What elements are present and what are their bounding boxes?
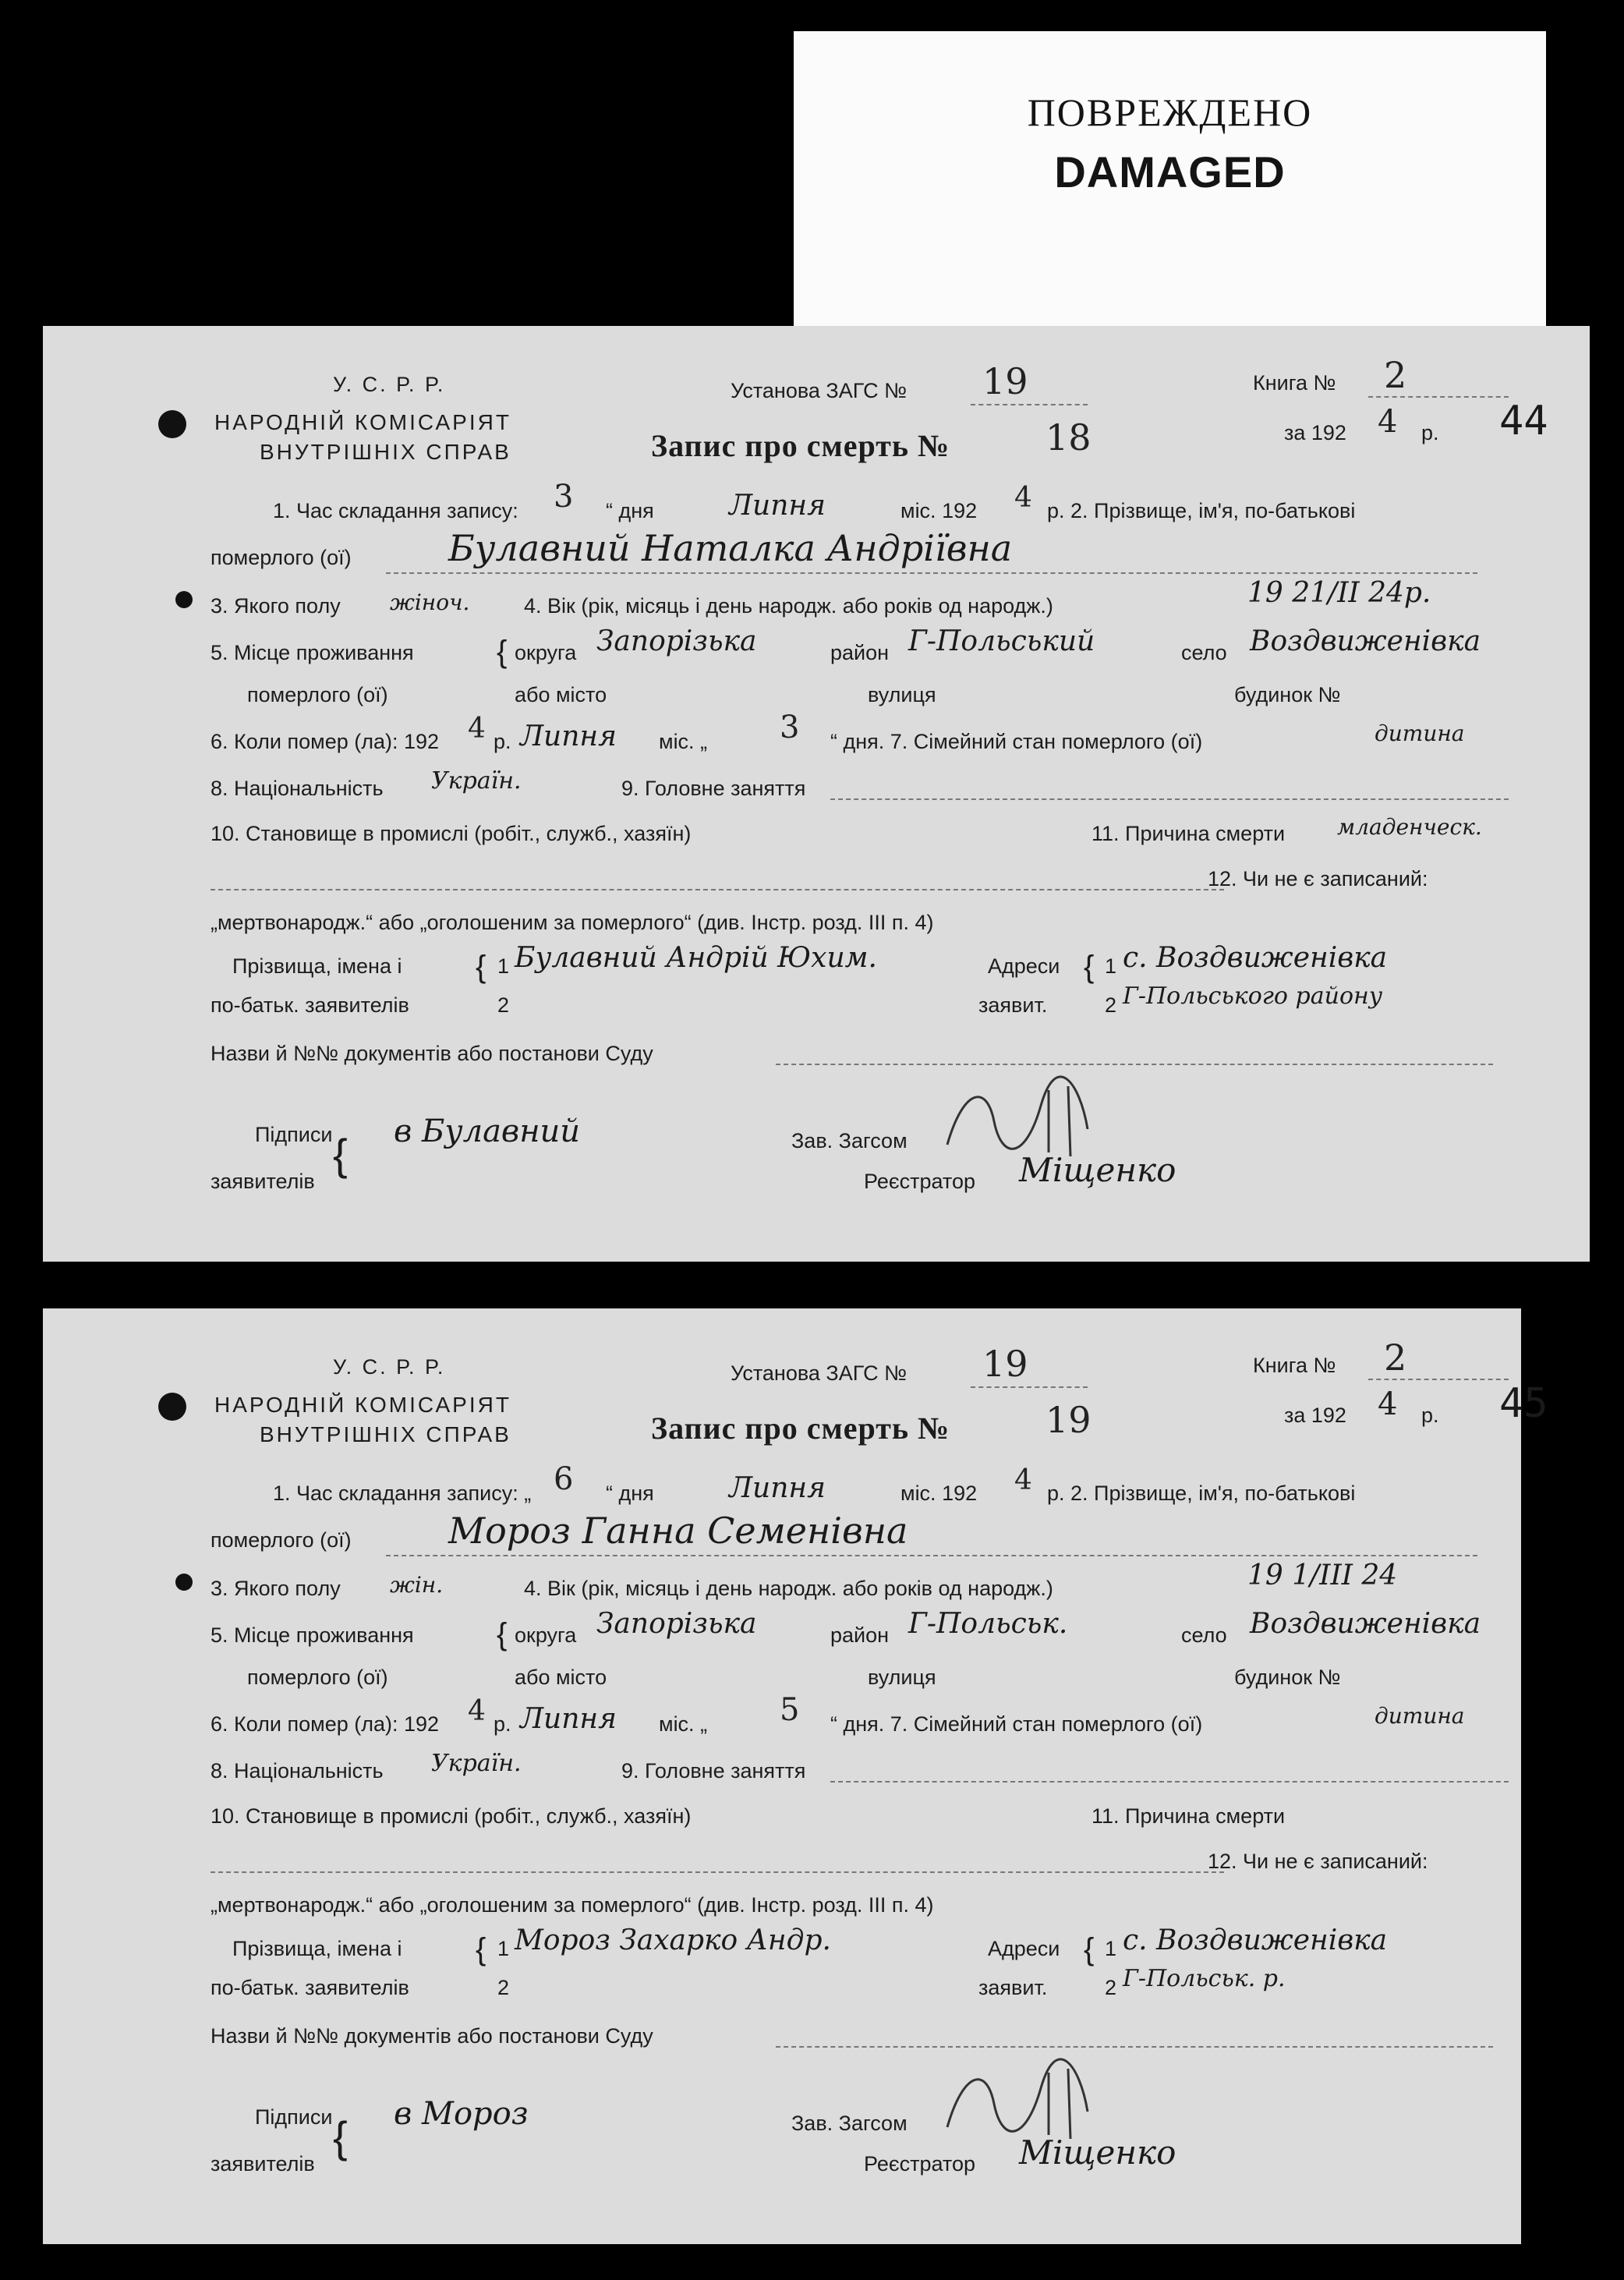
field-label: 10. Становище в промислі (робіт., служб., хазяїн) (211, 1804, 692, 1828)
raion-value: Г-Польський (908, 625, 1095, 657)
deceased-name: Булавний Наталка Андріївна (448, 527, 1013, 569)
damaged-stamp-card (794, 31, 1546, 343)
declarant-no: 1 (497, 1937, 510, 1960)
underline (1368, 1379, 1509, 1380)
office-number: 19 (982, 360, 1028, 402)
field-label: район (830, 1623, 890, 1647)
field-label: село (1181, 641, 1227, 664)
ministry-line-1: НАРОДНІЙ КОМІСАРІЯТ (214, 410, 511, 434)
brace-mark: { (333, 1130, 348, 1179)
field-label: Зав. Загсом (791, 1129, 908, 1152)
underline (1368, 396, 1509, 398)
record-title: Запис про смерть № (651, 1411, 950, 1446)
field-label: заявит. (978, 1976, 1048, 1999)
field-label: 6. Коли помер (ла): 192 (211, 730, 440, 753)
raion-value: Г-Польськ. (908, 1608, 1068, 1640)
field-label: р. (494, 730, 511, 753)
okruha-value: Запорізька (596, 625, 757, 657)
field-label: Адреси (988, 954, 1060, 978)
field-label: Підписи (255, 2105, 333, 2129)
field-label: 9. Головне заняття (621, 777, 806, 800)
ministry-line-2: ВНУТРІШНІХ СПРАВ (260, 1422, 511, 1446)
address-no: 2 (1105, 993, 1117, 1017)
nationality-value: Україн. (431, 1750, 522, 1777)
field-label: міс. 192 (900, 1482, 978, 1505)
family-status: дитина (1375, 1703, 1465, 1729)
declarant-signature: в Мороз (394, 2096, 529, 2132)
year-digit: 4 (1378, 404, 1398, 440)
underline (776, 2046, 1493, 2048)
declarant-no: 1 (497, 954, 510, 978)
declarant-1: Мороз Захарко Андр. (515, 1924, 831, 1956)
page-number: 45 (1499, 1380, 1548, 1427)
record-month: Липня (729, 490, 826, 522)
record-title: Запис про смерть № (651, 428, 950, 463)
field-label: померлого (ої) (211, 546, 352, 569)
field-label: округа (515, 641, 577, 664)
field-label: 12. Чи не є записаний: (1208, 1850, 1428, 1873)
declarant-no: 2 (497, 993, 510, 1017)
underline (971, 1386, 1088, 1388)
okruha-value: Запорізька (596, 1608, 757, 1640)
deceased-sex: жін. (390, 1572, 444, 1598)
year-suffix: р. (1421, 1404, 1439, 1427)
field-label: 10. Становище в промислі (робіт., служб., хазяїн) (211, 822, 692, 845)
death-cause: младенческ. (1337, 814, 1482, 840)
brace-mark: { (1084, 950, 1095, 984)
record-month: Липня (729, 1472, 826, 1504)
field-label: 8. Національність (211, 777, 384, 800)
selo-value: Воздвиженівка (1250, 1608, 1481, 1640)
field-label: Реєстратор (864, 1170, 976, 1193)
declarant-1: Булавний Андрій Юхим. (515, 942, 877, 974)
field-label: або місто (515, 683, 607, 706)
field-label: Прізвища, імена і (232, 1937, 402, 1960)
address-no: 1 (1105, 954, 1117, 978)
office-number: 19 (982, 1343, 1028, 1385)
field-label: 3. Якого полу (211, 594, 341, 618)
field-label: померлого (ої) (247, 683, 388, 706)
brace-mark: { (476, 1932, 486, 1967)
country-label: У. С. Р. Р. (333, 373, 446, 396)
field-label: будинок № (1234, 1666, 1341, 1689)
field-label: вулиця (868, 1666, 936, 1689)
field-label: р. 2. Прізвище, ім'я, по-батькові (1047, 499, 1356, 522)
ministry-line-1: НАРОДНІЙ КОМІСАРІЯТ (214, 1393, 511, 1417)
office-label: Установа ЗАГС № (731, 1361, 908, 1385)
field-label: заявит. (978, 993, 1048, 1017)
field-label: 4. Вік (рік, місяць і день народж. або років од народж.) (524, 1577, 1053, 1600)
record-day: 6 (554, 1461, 574, 1497)
underline (211, 889, 1224, 890)
year-label: за 192 (1284, 1404, 1346, 1427)
field-label: „мертвонародж.“ або „оголошеним за померлого“ (див. Інстр. розд. III п. 4) (211, 1893, 934, 1917)
death-day: 3 (780, 710, 800, 745)
address-2: Г-Польського району (1123, 982, 1383, 1010)
field-label: будинок № (1234, 683, 1341, 706)
death-day: 5 (780, 1692, 800, 1728)
field-label: померлого (ої) (247, 1666, 388, 1689)
field-label: округа (515, 1623, 577, 1647)
book-number: 2 (1384, 354, 1407, 396)
deceased-name: Мороз Ганна Семенівна (448, 1510, 908, 1552)
field-label: “ дня (606, 1482, 654, 1505)
selo-value: Воздвиженівка (1250, 625, 1481, 657)
field-label: по-батьк. заявителів (211, 1976, 409, 1999)
damaged-stamp-en: DAMAGED (1054, 147, 1286, 196)
field-label: район (830, 641, 890, 664)
address-no: 2 (1105, 1976, 1117, 1999)
address-2: Г-Польськ. р. (1123, 1965, 1286, 1992)
field-label: „мертвонародж.“ або „оголошеним за померлого“ (див. Інстр. розд. III п. 4) (211, 911, 934, 934)
field-label: “ дня (606, 499, 654, 522)
field-label: або місто (515, 1666, 607, 1689)
year-label: за 192 (1284, 421, 1346, 444)
field-label: село (1181, 1623, 1227, 1647)
field-label: “ дня. 7. Сімейний стан померлого (ої) (830, 1712, 1203, 1736)
field-label: Назви й №№ документів або постанови Суду (211, 2024, 653, 2048)
country-label: У. С. Р. Р. (333, 1355, 446, 1379)
damaged-stamp-ru: ПОВРЕЖДЕНО (1027, 90, 1313, 134)
punch-hole (175, 1574, 193, 1591)
death-year-digit: 4 (468, 1695, 486, 1727)
deceased-age: 19 21/II 24р. (1247, 577, 1431, 609)
field-label: 3. Якого полу (211, 1577, 341, 1600)
field-label: заявителів (211, 1170, 315, 1193)
field-label: міс. „ (659, 730, 708, 753)
field-label: 5. Місце проживання (211, 1623, 414, 1647)
field-label: Прізвища, імена і (232, 954, 402, 978)
record-year-digit: 4 (1014, 482, 1032, 514)
field-label: Реєстратор (864, 2152, 976, 2176)
brace-mark: { (476, 950, 486, 984)
registrar-signature: Міщенко (1019, 2133, 1176, 2172)
death-record-form-18 (43, 326, 1590, 1262)
record-number: 19 (1046, 1399, 1092, 1441)
death-month: Липня (520, 1703, 617, 1735)
punch-hole (158, 410, 186, 438)
address-no: 1 (1105, 1937, 1117, 1960)
field-label: заявителів (211, 2152, 315, 2176)
field-label: по-батьк. заявителів (211, 993, 409, 1017)
underline (211, 1871, 1224, 1873)
field-label: міс. 192 (900, 499, 978, 522)
punch-hole (158, 1393, 186, 1421)
book-label: Книга № (1253, 371, 1336, 395)
brace-mark: { (497, 1617, 508, 1652)
page-number: 44 (1499, 398, 1548, 444)
year-digit: 4 (1378, 1386, 1398, 1422)
address-1: с. Воздвиженівка (1123, 942, 1388, 974)
underline (386, 1555, 1477, 1556)
underline (971, 404, 1088, 405)
death-year-digit: 4 (468, 713, 486, 745)
death-month: Липня (520, 720, 617, 752)
death-record-form-19 (43, 1308, 1548, 2244)
field-label: р. (494, 1712, 511, 1736)
book-number: 2 (1384, 1336, 1407, 1379)
brace-mark: { (333, 2112, 348, 2161)
field-label: 1. Час складання запису: (273, 499, 518, 522)
field-label: 11. Причина смерти (1092, 1804, 1286, 1828)
underline (776, 1064, 1493, 1065)
field-label: 5. Місце проживання (211, 641, 414, 664)
underline (830, 1781, 1509, 1783)
brace-mark: { (1084, 1932, 1095, 1967)
record-day: 3 (554, 479, 574, 515)
field-label: 12. Чи не є записаний: (1208, 867, 1428, 890)
field-label: Назви й №№ документів або постанови Суду (211, 1042, 653, 1065)
year-suffix: р. (1421, 421, 1439, 444)
office-label: Установа ЗАГС № (731, 379, 908, 402)
field-label: вулиця (868, 683, 936, 706)
book-label: Книга № (1253, 1354, 1336, 1377)
underline (386, 572, 1477, 574)
record-number: 18 (1046, 416, 1092, 458)
ministry-line-2: ВНУТРІШНІХ СПРАВ (260, 440, 511, 464)
field-label: померлого (ої) (211, 1528, 352, 1552)
field-label: 4. Вік (рік, місяць і день народж. або років од народж.) (524, 594, 1053, 618)
punch-hole (175, 591, 193, 608)
declarant-no: 2 (497, 1976, 510, 1999)
field-label: 9. Головне заняття (621, 1759, 806, 1783)
field-label: Адреси (988, 1937, 1060, 1960)
field-label: 11. Причина смерти (1092, 822, 1286, 845)
family-status: дитина (1375, 720, 1465, 746)
registrar-signature: Міщенко (1019, 1151, 1176, 1189)
field-label: Зав. Загсом (791, 2112, 908, 2135)
field-label: 8. Національність (211, 1759, 384, 1783)
declarant-signature: в Булавний (394, 1113, 581, 1149)
deceased-sex: жіноч. (390, 589, 470, 615)
field-label: 1. Час складання запису: „ (273, 1482, 532, 1505)
record-year-digit: 4 (1014, 1464, 1032, 1496)
brace-mark: { (497, 635, 508, 669)
field-label: р. 2. Прізвище, ім'я, по-батькові (1047, 1482, 1356, 1505)
field-label: міс. „ (659, 1712, 708, 1736)
deceased-age: 19 1/III 24 (1247, 1560, 1398, 1591)
field-label: “ дня. 7. Сімейний стан померлого (ої) (830, 730, 1203, 753)
address-1: с. Воздвиженівка (1123, 1924, 1388, 1956)
field-label: Підписи (255, 1123, 333, 1146)
underline (830, 798, 1509, 800)
field-label: 6. Коли помер (ла): 192 (211, 1712, 440, 1736)
nationality-value: Україн. (431, 767, 522, 795)
